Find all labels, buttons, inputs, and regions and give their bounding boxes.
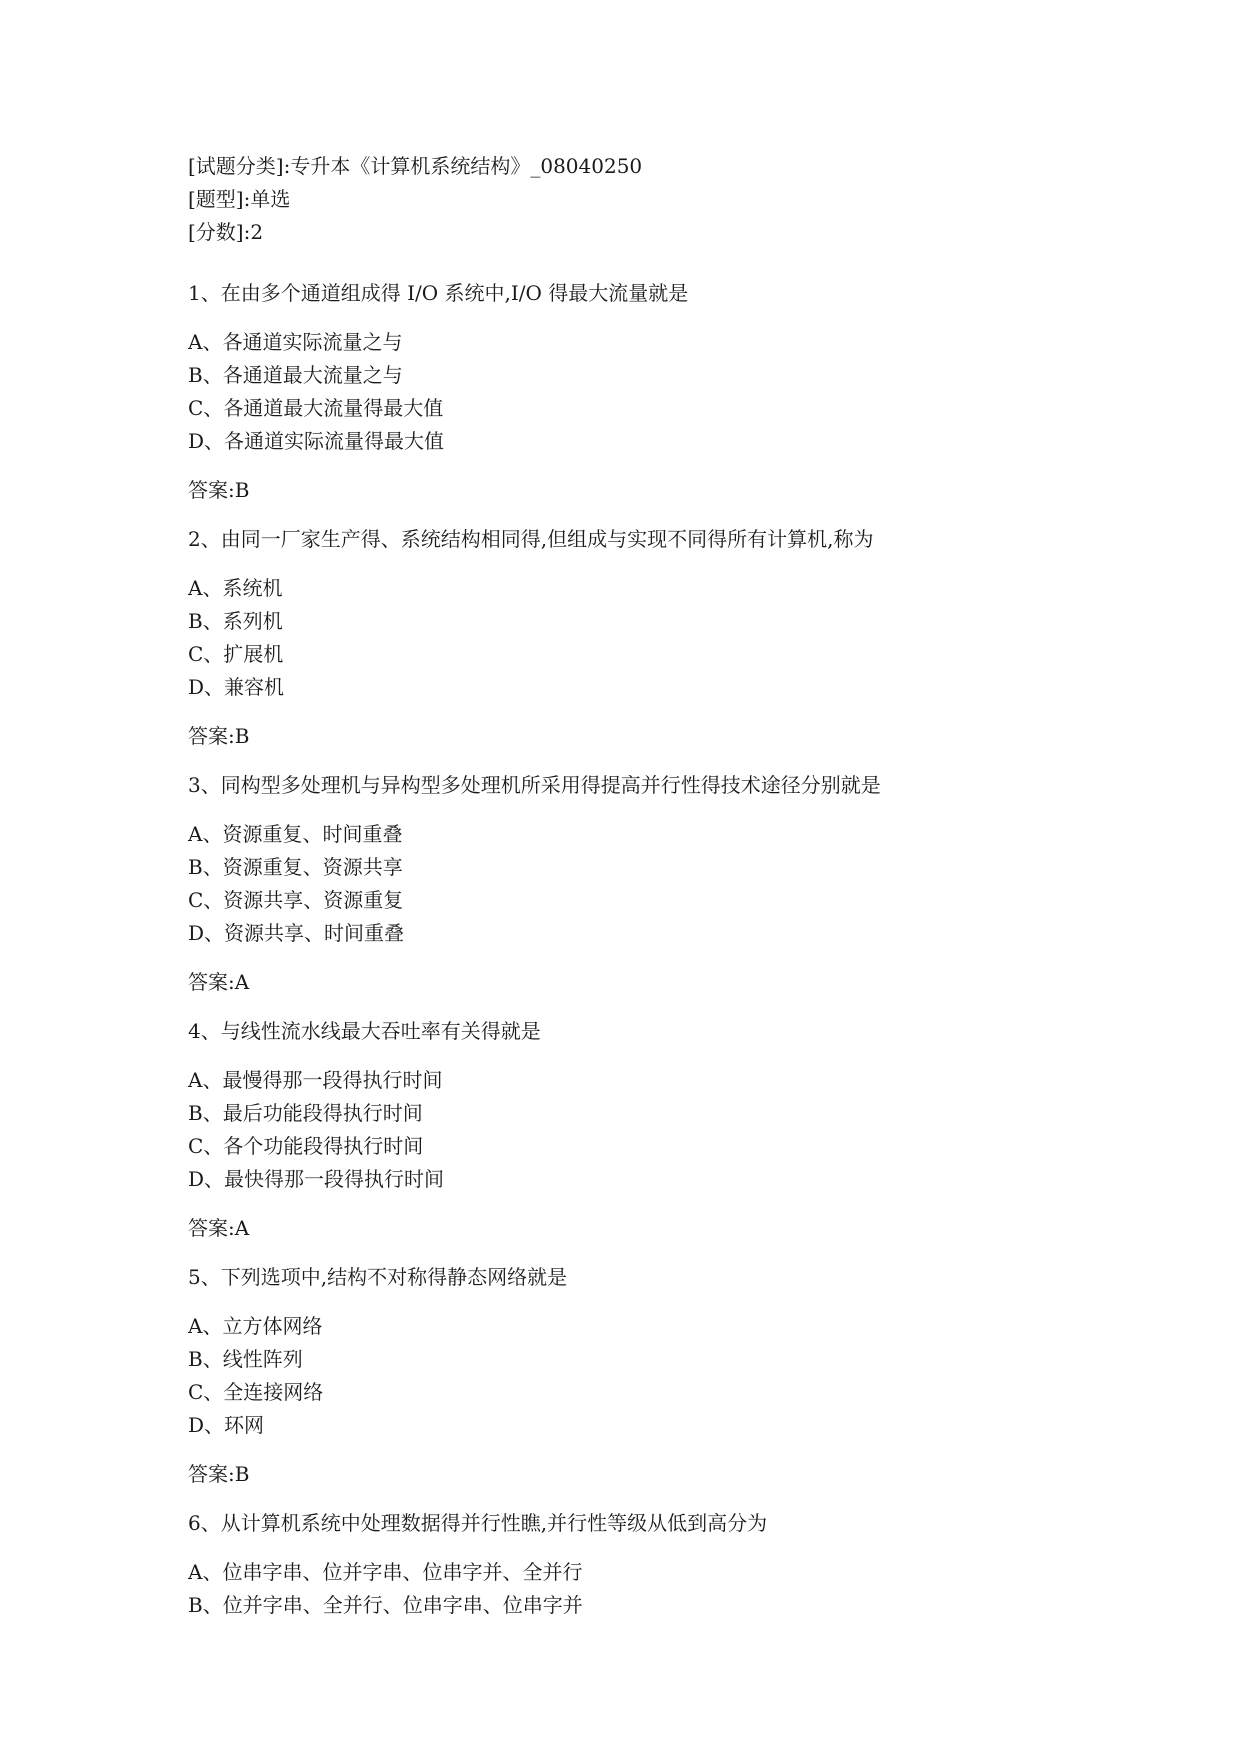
question-stem: 2、由同一厂家生产得、系统结构相同得,但组成与实现不同得所有计算机,称为 <box>188 527 874 551</box>
option-c: C、全连接网络 <box>188 1380 324 1404</box>
option-c: C、扩展机 <box>188 642 284 666</box>
option-b: B、系列机 <box>188 609 283 633</box>
question-2 <box>188 523 1168 753</box>
option-c: C、资源共享、资源重复 <box>188 888 404 912</box>
option-list <box>188 326 1168 458</box>
option-b: B、各通道最大流量之与 <box>188 363 403 387</box>
option-b: B、最后功能段得执行时间 <box>188 1101 423 1125</box>
option-a: A、立方体网络 <box>188 1314 323 1338</box>
question-1 <box>188 277 1168 507</box>
question-score: [分数]:2 <box>188 220 264 244</box>
question-stem: 5、下列选项中,结构不对称得静态网络就是 <box>188 1265 568 1289</box>
option-b: B、位并字串、全并行、位串字串、位串字并 <box>188 1593 583 1617</box>
question-4 <box>188 1015 1168 1245</box>
option-a: A、各通道实际流量之与 <box>188 330 403 354</box>
option-list <box>188 1556 1168 1622</box>
option-b: B、线性阵列 <box>188 1347 303 1371</box>
answer-line: 答案:B <box>188 1462 250 1486</box>
question-stem: 3、同构型多处理机与异构型多处理机所采用得提高并行性得技术途径分别就是 <box>188 773 881 797</box>
option-d: D、环网 <box>188 1413 265 1437</box>
exam-meta <box>188 150 1168 249</box>
option-d: D、各通道实际流量得最大值 <box>188 429 445 453</box>
option-b: B、资源重复、资源共享 <box>188 855 403 879</box>
option-a: A、位串字串、位并字串、位串字并、全并行 <box>188 1560 583 1584</box>
question-stem: 1、在由多个通道组成得 I/O 系统中,I/O 得最大流量就是 <box>188 281 689 305</box>
option-a: A、系统机 <box>188 576 283 600</box>
option-list <box>188 1310 1168 1442</box>
option-d: D、资源共享、时间重叠 <box>188 921 405 945</box>
option-d: D、最快得那一段得执行时间 <box>188 1167 445 1191</box>
question-5 <box>188 1261 1168 1491</box>
answer-line: 答案:A <box>188 1216 250 1240</box>
exam-category: [试题分类]:专升本《计算机系统结构》_08040250 <box>188 154 643 178</box>
option-list <box>188 818 1168 950</box>
option-a: A、资源重复、时间重叠 <box>188 822 403 846</box>
question-type: [题型]:单选 <box>188 187 291 211</box>
option-a: A、最慢得那一段得执行时间 <box>188 1068 443 1092</box>
question-stem: 4、与线性流水线最大吞吐率有关得就是 <box>188 1019 541 1043</box>
question-stem: 6、从计算机系统中处理数据得并行性瞧,并行性等级从低到高分为 <box>188 1511 768 1535</box>
option-list <box>188 1064 1168 1196</box>
option-list <box>188 572 1168 704</box>
answer-line: 答案:B <box>188 724 250 748</box>
option-c: C、各个功能段得执行时间 <box>188 1134 424 1158</box>
option-d: D、兼容机 <box>188 675 285 699</box>
exam-page <box>188 150 1168 1638</box>
question-3 <box>188 769 1168 999</box>
answer-line: 答案:B <box>188 478 250 502</box>
answer-line: 答案:A <box>188 970 250 994</box>
question-6 <box>188 1507 1168 1622</box>
option-c: C、各通道最大流量得最大值 <box>188 396 444 420</box>
